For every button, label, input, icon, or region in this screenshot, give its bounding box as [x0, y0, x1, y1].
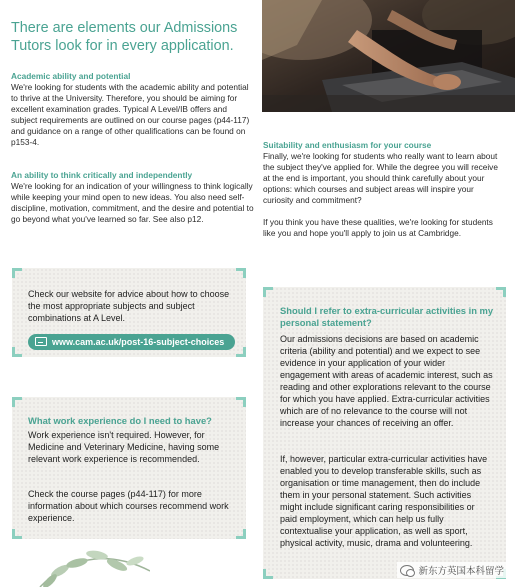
watermark: [397, 562, 507, 578]
extra-curricular-para2: If, however, particular extra-curricular activities have enabled you to develop transferable skills, such as organisation or time management, then do include them in your personal statement. Such activities might include significant caring responsibilities or paid employment, which can help us fully contextualise your application, as well as sport, physical activity, music, drama and volunteering.: [280, 454, 488, 548]
card-corner: [236, 347, 246, 357]
card-corner: [236, 397, 246, 407]
extra-curricular-title: Should I refer to extra-curricular activities in my personal statement?: [280, 305, 494, 328]
work-experience-para2: Check the course pages (p44-117) for more information about which courses recommend work experience.: [28, 489, 229, 523]
work-experience-title: What work experience do I need to have?: [28, 415, 212, 426]
section-closing: If you think you have these qualities, we're looking for students like you and hope you'll apply to join us at Cambridge.: [263, 217, 493, 238]
section-title: An ability to think critically and independently: [11, 170, 193, 180]
card-corner: [236, 529, 246, 539]
card-corner: [12, 347, 22, 357]
card-corner: [12, 397, 22, 407]
page-heading: There are elements our Admissions Tutors look for in every application.: [11, 20, 238, 54]
subject-choices-url: www.cam.ac.uk/post-16-subject-choices: [52, 337, 225, 347]
subject-choices-link[interactable]: [28, 334, 235, 350]
laptop-icon: [35, 337, 47, 346]
laptop-photo: [262, 0, 515, 112]
section-academic-ability: [11, 71, 255, 148]
card-corner: [12, 268, 22, 278]
website-advice-text: Check our website for advice about how to choose the most appropriate subjects and subject combinations at A Level.: [28, 289, 230, 323]
section-body: Finally, we're looking for students who really want to learn about the subject they've applied for. While the degree you will receive at the end is important, you should think carefully about your options: which courses and subject areas will inspire your curiosity and commitment?: [263, 151, 498, 205]
section-suitability: [263, 140, 506, 239]
card-corner: [236, 268, 246, 278]
section-title: Academic ability and potential: [11, 71, 131, 81]
leaf-decoration: [35, 541, 150, 587]
work-experience-para1: Work experience isn't required. However, for Medicine and Veterinary Medicine, having some relevant work experience is recommended.: [28, 430, 220, 464]
card-corner: [496, 287, 506, 297]
watermark-text: 新东方英国本科留学: [418, 566, 504, 577]
extra-curricular-para1: Our admissions decisions are based on academic criteria (ability and potential) and we expect to see evidence in your application of your wider engagement with areas of academic interest, such as reading and other explorations relevant to the course for which you have applied. Extra-curricular activities which are of no relevance to the course will not increase your chances of receiving an offer.: [280, 334, 493, 428]
wechat-icon: [400, 565, 414, 576]
section-title: Suitability and enthusiasm for your course: [263, 140, 432, 150]
work-experience-card: [12, 397, 246, 539]
section-critical-thinking: [11, 170, 255, 225]
card-corner: [263, 287, 273, 297]
card-corner: [263, 569, 273, 579]
section-body: We're looking for an indication of your willingness to think logically while keeping your mind open to new ideas. You also need self-discipline, motivation, commitment, and the desire and potential to go beyond what you've learned so far. See also p12.: [11, 181, 254, 224]
extra-curricular-card: [263, 287, 506, 579]
card-corner: [12, 529, 22, 539]
section-body: We're looking for students with the academic ability and potential to thrive at the University. Therefore, you should be aiming for excellent examination grades. Typical A Level/IB offers and subject requirements are outlined on our course pages (p44-117) and guidance on a range of other qualifications can be found on p153-4.: [11, 82, 250, 147]
